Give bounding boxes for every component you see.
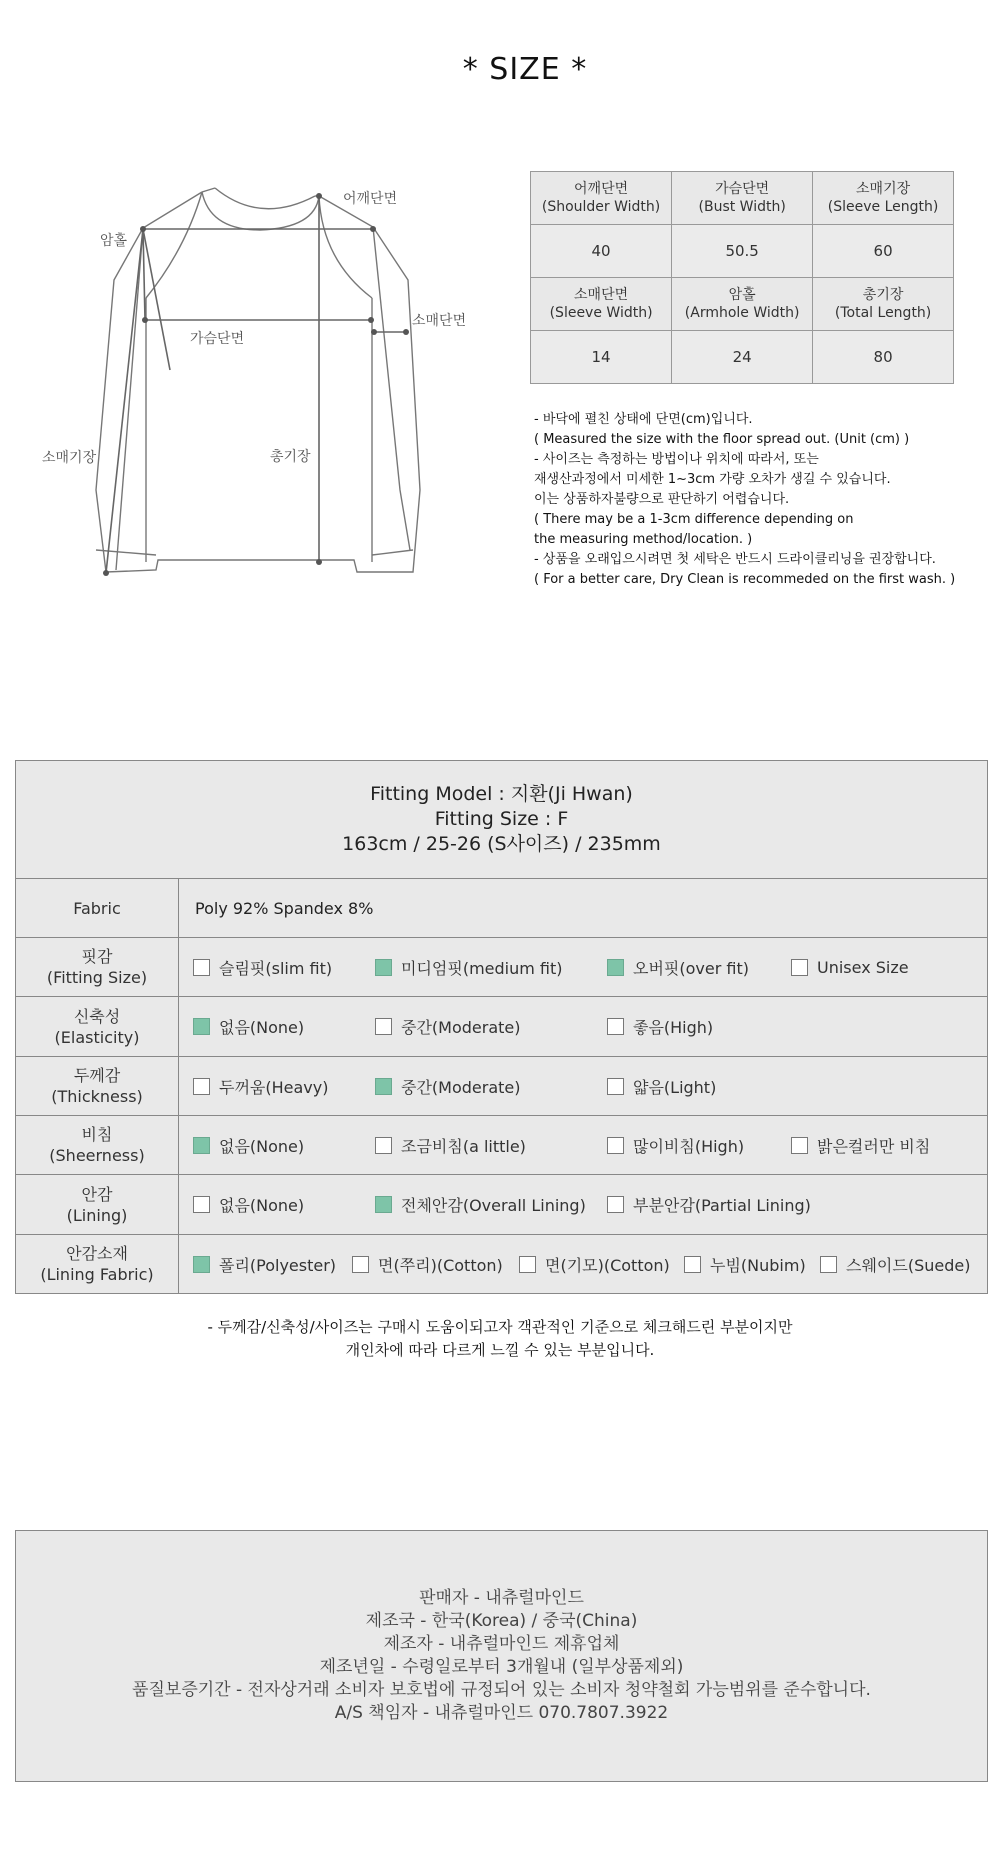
size-header-cell: 어깨단면 (Shoulder Width) — [531, 172, 672, 225]
option-none[interactable]: 없음(None) — [193, 1116, 304, 1174]
option-suede[interactable]: 스웨이드(Suede) — [820, 1235, 970, 1293]
option-polyester[interactable]: 폴리(Polyester) — [193, 1235, 336, 1293]
size-table — [530, 171, 954, 384]
size-value-cell: 14 — [531, 331, 672, 384]
option-slim-fit[interactable]: 슬림핏(slim fit) — [193, 938, 332, 996]
row-label: 신축성 (Elasticity) — [16, 997, 179, 1056]
size-value-cell: 80 — [813, 331, 954, 384]
note-line: 재생산과정에서 미세한 1~3cm 가량 오차가 생길 수 있습니다. — [534, 472, 891, 487]
bust-label: 가슴단면 — [190, 331, 245, 347]
option-moderate[interactable]: 중간(Moderate) — [375, 1057, 521, 1115]
option-partial-lining[interactable]: 부분안감(Partial Lining) — [607, 1175, 811, 1234]
info-warranty: 품질보증기간 - 전자상거래 소비자 보호법에 규정되어 있는 소비자 청약철회 가능범위를 준수합니다. — [132, 1680, 871, 1700]
note-line: the measuring method/location. ) — [534, 532, 753, 547]
option-a-little[interactable]: 조금비침(a little) — [375, 1116, 526, 1174]
note-line: 이는 상품하자불량으로 판단하기 어렵습니다. — [534, 492, 790, 507]
fabric-value: Poly 92% Spandex 8% — [195, 898, 374, 918]
checkbox[interactable] — [607, 1018, 624, 1035]
row-label: 비침 (Sheerness) — [16, 1116, 179, 1174]
size-table-value-row — [531, 225, 954, 278]
fitting-spec: 163cm / 25-26 (S사이즈) / 235mm — [342, 833, 661, 855]
sleeve-length-label: 소매기장 — [42, 450, 97, 466]
disclaimer-line: 개인차에 따라 다르게 느낄 수 있는 부분입니다. — [345, 1341, 655, 1359]
checkbox-checked[interactable] — [193, 1256, 210, 1273]
armhole-label: 암홀 — [100, 233, 128, 249]
checkbox[interactable] — [352, 1256, 369, 1273]
fit-row-fitting-size — [16, 938, 987, 997]
size-value-cell: 50.5 — [672, 225, 813, 278]
fitting-disclaimer — [0, 1316, 1000, 1362]
fitting-model-header — [16, 761, 987, 879]
option-overall-lining[interactable]: 전체안감(Overall Lining) — [375, 1175, 586, 1234]
option-moderate[interactable]: 중간(Moderate) — [375, 997, 521, 1056]
seller-info-box — [15, 1530, 988, 1782]
option-cotton-jjuri[interactable]: 면(쭈리)(Cotton) — [352, 1235, 503, 1293]
info-as-contact: A/S 책임자 - 내츄럴마인드 070.7807.3922 — [334, 1703, 669, 1723]
size-notes — [534, 410, 994, 590]
checkbox[interactable] — [193, 1078, 210, 1095]
info-origin: 제조국 - 한국(Korea) / 중국(China) — [365, 1611, 638, 1631]
option-none[interactable]: 없음(None) — [193, 997, 304, 1056]
option-high[interactable]: 좋음(High) — [607, 997, 713, 1056]
row-label: 두께감 (Thickness) — [16, 1057, 179, 1115]
note-line: ( There may be a 1-3cm difference depending on — [534, 512, 854, 527]
fabric-row — [16, 879, 987, 938]
size-table-value-row — [531, 331, 954, 384]
size-value-cell: 24 — [672, 331, 813, 384]
info-manufacturer: 제조자 - 내츄럴마인드 제휴업체 — [383, 1634, 620, 1654]
size-diagram — [30, 170, 490, 590]
fitting-size: Fitting Size : F — [434, 808, 569, 830]
checkbox[interactable] — [193, 959, 210, 976]
size-value-cell: 40 — [531, 225, 672, 278]
checkbox[interactable] — [375, 1137, 392, 1154]
disclaimer-line: - 두께감/신축성/사이즈는 구매시 도움이되고자 객관적인 기준으로 체크해드린 부분이지만 — [207, 1318, 793, 1336]
sleeve-width-label: 소매단면 — [412, 313, 467, 329]
option-high[interactable]: 많이비침(High) — [607, 1116, 744, 1174]
checkbox[interactable] — [519, 1256, 536, 1273]
fit-row-sheerness — [16, 1116, 987, 1175]
checkbox-checked[interactable] — [607, 959, 624, 976]
checkbox-checked[interactable] — [375, 959, 392, 976]
checkbox[interactable] — [791, 1137, 808, 1154]
note-line: - 사이즈는 측정하는 방법이나 위치에 따라서, 또는 — [534, 452, 819, 467]
fitting-table — [15, 760, 988, 1294]
size-header-cell: 암홀 (Armhole Width) — [672, 278, 813, 331]
info-seller: 판매자 - 내츄럴마인드 — [419, 1588, 584, 1608]
shoulder-label: 어깨단면 — [343, 191, 398, 207]
checkbox[interactable] — [375, 1018, 392, 1035]
page-title: * SIZE * — [462, 52, 588, 87]
option-heavy[interactable]: 두꺼움(Heavy) — [193, 1057, 328, 1115]
checkbox[interactable] — [791, 959, 808, 976]
option-none[interactable]: 없음(None) — [193, 1175, 304, 1234]
note-line: - 상품을 오래입으시려면 첫 세탁은 반드시 드라이클리닝을 권장합니다. — [534, 552, 936, 567]
checkbox[interactable] — [607, 1078, 624, 1095]
option-bright-color-only[interactable]: 밝은컬러만 비침 — [791, 1116, 930, 1174]
fit-row-lining-fabric — [16, 1235, 987, 1293]
checkbox-checked[interactable] — [375, 1196, 392, 1213]
option-unisex-size[interactable]: Unisex Size — [791, 938, 909, 996]
checkbox[interactable] — [607, 1196, 624, 1213]
option-nubim[interactable]: 누빔(Nubim) — [684, 1235, 806, 1293]
note-line: - 바닥에 펼친 상태에 단면(cm)입니다. — [534, 412, 753, 427]
fabric-label: Fabric — [16, 879, 179, 937]
checkbox-checked[interactable] — [193, 1018, 210, 1035]
checkbox-checked[interactable] — [193, 1137, 210, 1154]
option-light[interactable]: 얇음(Light) — [607, 1057, 716, 1115]
size-table-header-row — [531, 278, 954, 331]
row-label: 안감 (Lining) — [16, 1175, 179, 1234]
size-header-cell: 가슴단면 (Bust Width) — [672, 172, 813, 225]
sweatshirt-diagram-icon — [30, 170, 490, 590]
fit-row-lining — [16, 1175, 987, 1235]
size-value-cell: 60 — [813, 225, 954, 278]
fit-row-thickness — [16, 1057, 987, 1116]
option-over-fit[interactable]: 오버핏(over fit) — [607, 938, 749, 996]
checkbox[interactable] — [684, 1256, 701, 1273]
row-label: 안감소재 (Lining Fabric) — [16, 1235, 179, 1293]
checkbox[interactable] — [193, 1196, 210, 1213]
fit-row-elasticity — [16, 997, 987, 1057]
size-header-cell: 소매단면 (Sleeve Width) — [531, 278, 672, 331]
note-line: ( For a better care, Dry Clean is recommeded on the first wash. ) — [534, 572, 956, 587]
note-line: ( Measured the size with the floor spread out. (Unit (cm) ) — [534, 432, 910, 447]
fitting-model: Fitting Model : 지환(Ji Hwan) — [370, 783, 633, 805]
option-medium-fit[interactable]: 미디엄핏(medium fit) — [375, 938, 563, 996]
size-table-header-row — [531, 172, 954, 225]
size-header-cell: 소매기장 (Sleeve Length) — [813, 172, 954, 225]
checkbox[interactable] — [607, 1137, 624, 1154]
option-cotton-brushed[interactable]: 면(기모)(Cotton) — [519, 1235, 670, 1293]
total-length-label: 총기장 — [270, 449, 311, 465]
size-header-cell: 총기장 (Total Length) — [813, 278, 954, 331]
checkbox[interactable] — [820, 1256, 837, 1273]
row-label: 핏감 (Fitting Size) — [16, 938, 179, 996]
info-manufacture-date: 제조년일 - 수령일로부터 3개월내 (일부상품제외) — [319, 1657, 684, 1677]
checkbox-checked[interactable] — [375, 1078, 392, 1095]
